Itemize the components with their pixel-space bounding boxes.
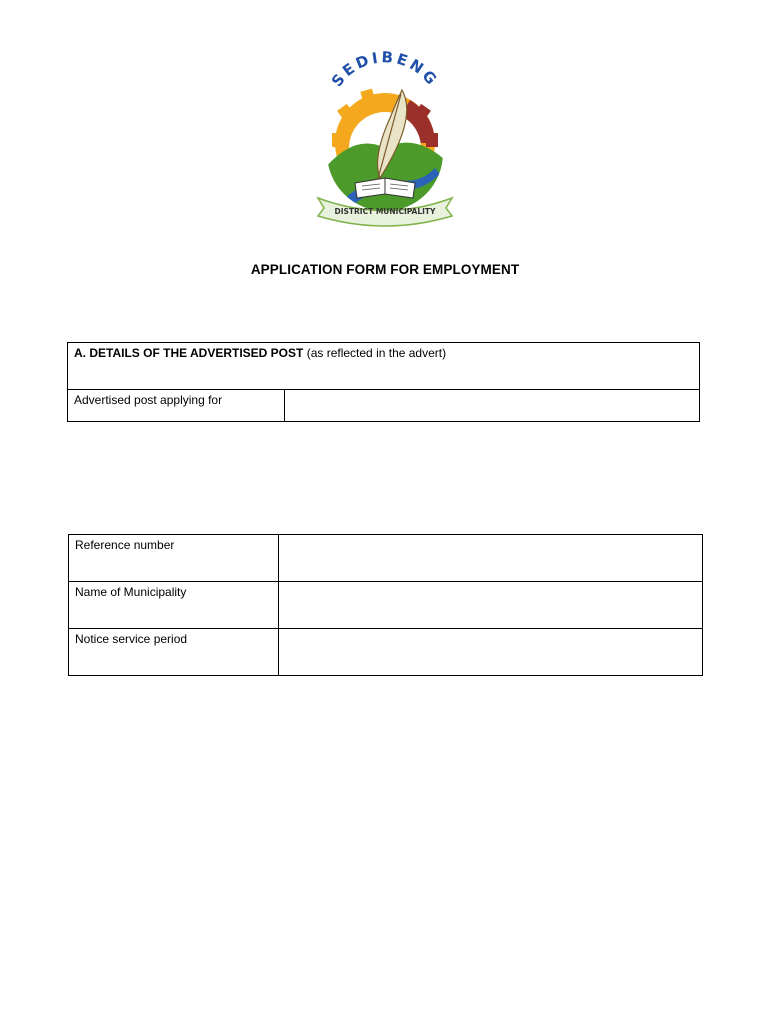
notice-period-label: Notice service period: [69, 629, 279, 676]
sedibeng-logo: [310, 48, 460, 228]
section-a-header: [68, 343, 700, 390]
table-row: [68, 390, 700, 422]
table-row: [69, 582, 703, 629]
municipality-name-field[interactable]: [279, 582, 703, 629]
notice-period-field[interactable]: [279, 629, 703, 676]
section-a-note: (as reflected in the advert): [306, 346, 447, 360]
svg-text:SEDIBENG: [328, 48, 442, 90]
advertised-post-field[interactable]: [285, 390, 700, 422]
municipality-name-label: Name of Municipality: [69, 582, 279, 629]
reference-details-table: [68, 534, 703, 676]
logo-text-top: SEDIBENG: [327, 48, 443, 91]
advertised-post-label: Advertised post applying for: [68, 390, 285, 422]
reference-number-field[interactable]: [279, 535, 703, 582]
table-row: [69, 629, 703, 676]
logo-text-bottom: DISTRICT MUNICIPALITY: [334, 207, 436, 216]
advertised-post-table: [67, 342, 700, 422]
reference-number-label: Reference number: [69, 535, 279, 582]
page-title: APPLICATION FORM FOR EMPLOYMENT: [250, 262, 520, 277]
table-row: [69, 535, 703, 582]
section-a-heading: A. DETAILS OF THE ADVERTISED POST: [74, 346, 304, 360]
